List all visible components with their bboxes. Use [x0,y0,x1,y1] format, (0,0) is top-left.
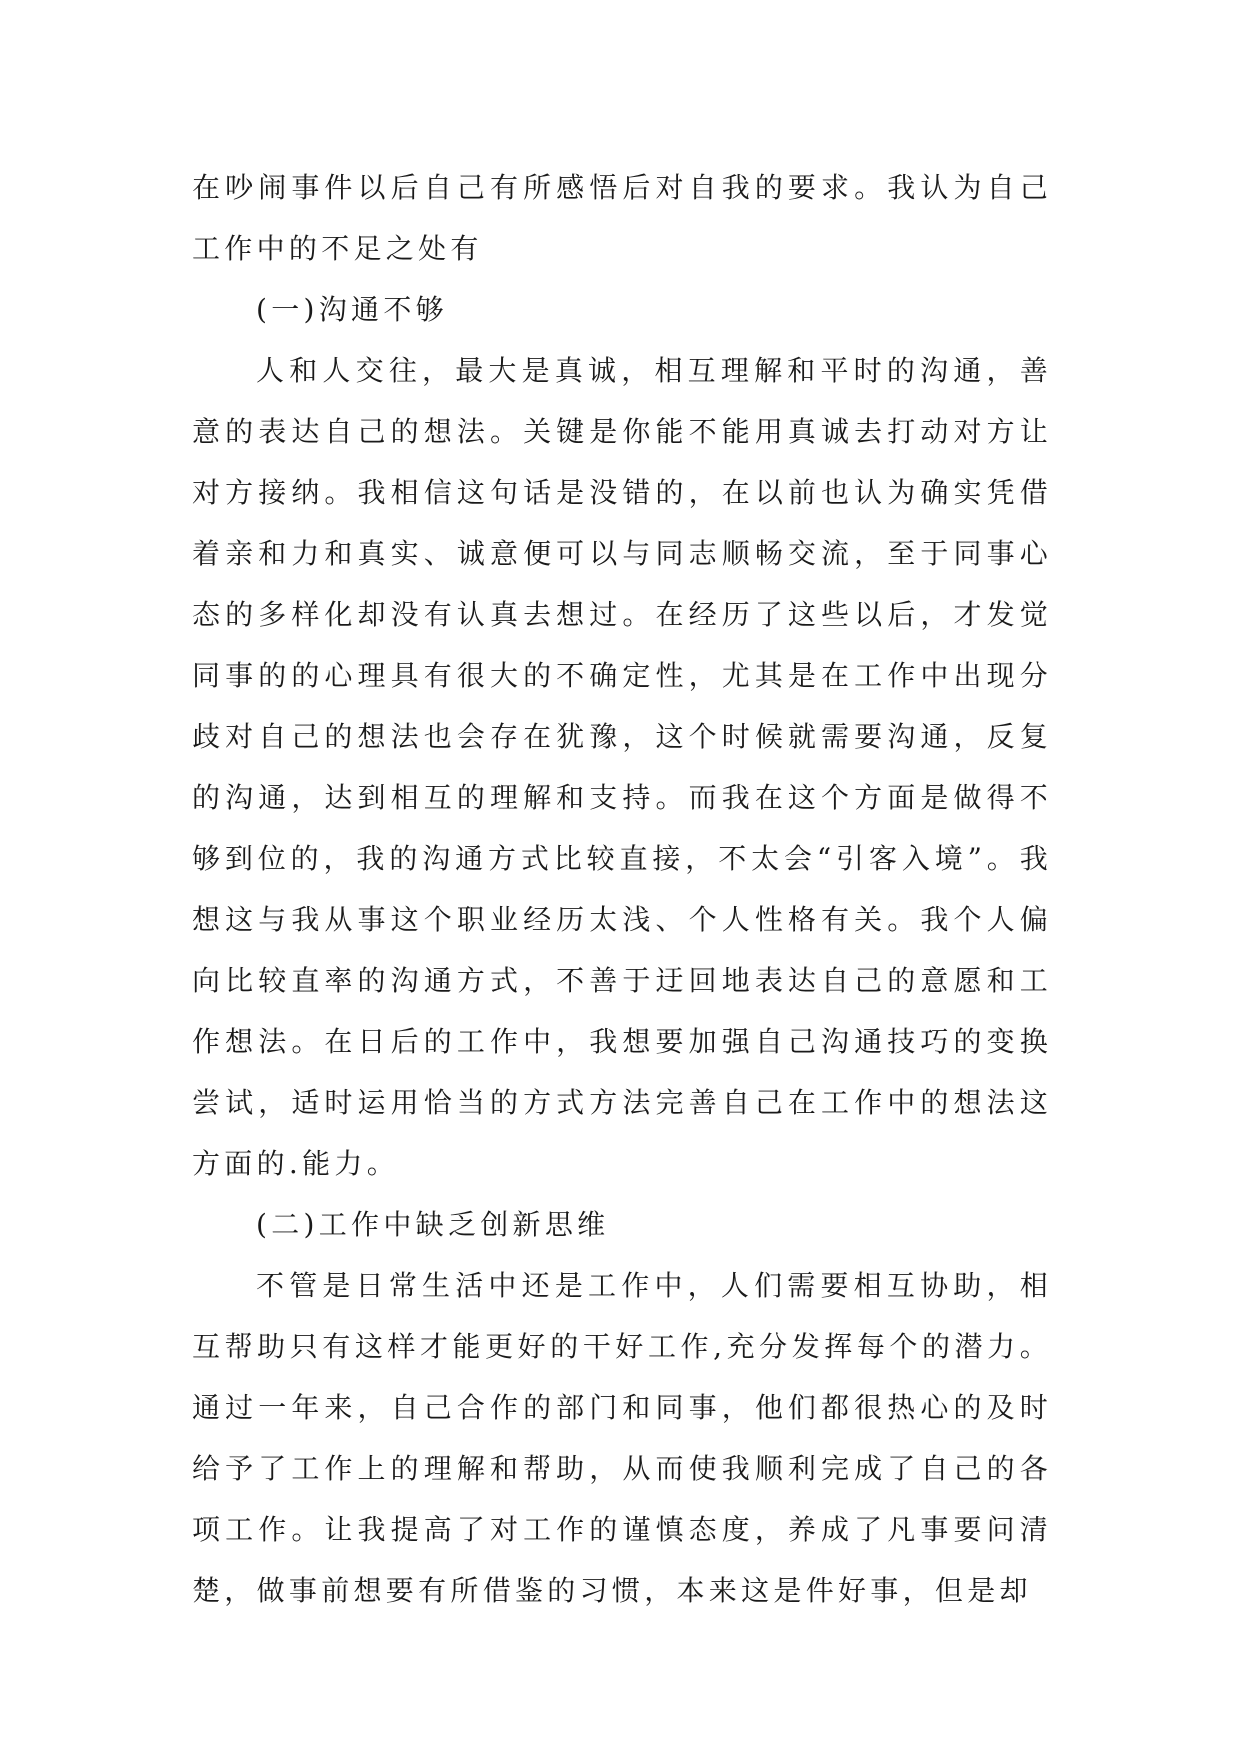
section-heading-communication: (一)沟通不够 [256,293,448,326]
paragraph-communication: 人和人交往，最大是真诚，相互理解和平时的沟通，善意的表达自己的想法。关键是你能不能用真诚去打动对方让对方接纳。我相信这句话是没错的，在以前也认为确实凭借着亲和力和真实、诚意便可以与同志顺畅交流，至于同事心态的多样化却没有认真去想过。在经历了这些以后，才发觉同事的的心理具有很大的不确定性，尤其是在工作中出现分歧对自己的想法也会存在犹豫，这个时候就需要沟通，反复的沟通，达到相互的理解和支持。而我在这个方面是做得不够到位的，我的沟通方式比较直接，不太会“引客入境”。我想这与我从事这个职业经历太浅、个人性格有关。我个人偏向比较直率的沟通方式，不善于迂回地表达自己的意愿和工作想法。在日后的工作中，我想要加强自己沟通技巧的变换尝试，适时运用恰当的方式方法完善自己在工作中的想法这方面的.能力。 [192,354,1052,1180]
document-body [192,157,1052,1621]
paragraph-intro: 在吵闹事件以后自己有所感悟后对自我的要求。我认为自己工作中的不足之处有 [192,171,1052,265]
section-heading-innovation: (二)工作中缺乏创新思维 [256,1208,610,1241]
paragraph-innovation: 不管是日常生活中还是工作中，人们需要相互协助，相互帮助只有这样才能更好的干好工作,充分发挥每个的潜力。通过一年来，自己合作的部门和同事，他们都很热心的及时给予了工作上的理解和帮助，从而使我顺利完成了自己的各项工作。让我提高了对工作的谨慎态度，养成了凡事要问清楚，做事前想要有所借鉴的习惯，本来这是件好事，但是却 [192,1269,1052,1607]
